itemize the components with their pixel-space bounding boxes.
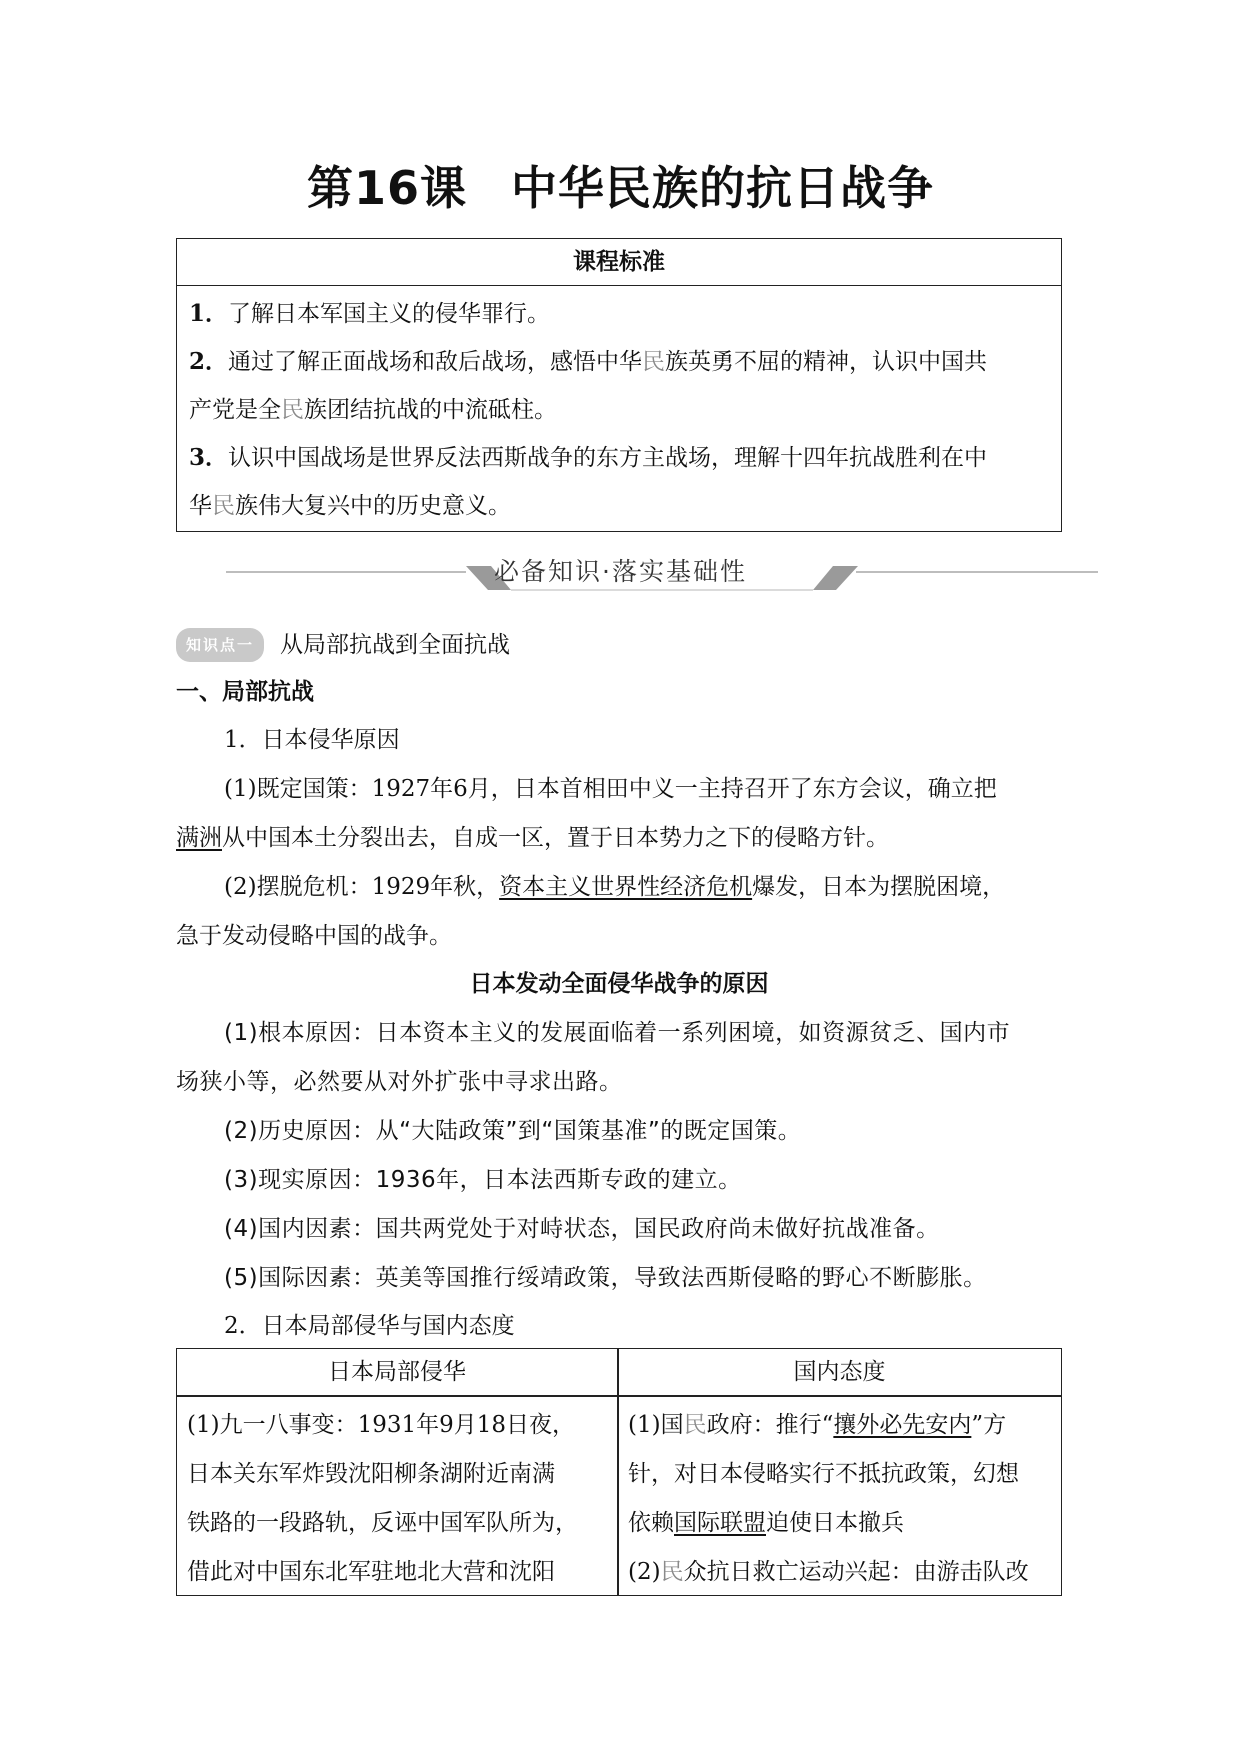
item-1-paragraph-2-line-1: (2)摆脱危机：1929年秋，资本主义世界性经济危机爆发，日本为摆脱困境，: [224, 874, 1006, 900]
standard-item-3-line-2: 华民族伟大复兴中的历史意义。: [189, 493, 511, 519]
course-standard-heading: 课程标准: [177, 239, 1061, 286]
table-right-line-1: (1)国民政府：推行“攘外必先安内”方: [628, 1412, 1007, 1438]
table-cell-attitude: [628, 1401, 1054, 1597]
standard-item-3-line-1: 3．认识中国战场是世界反法西斯战争的东方主战场，理解十四年抗战胜利在中: [189, 444, 988, 471]
lesson-number: 第16课: [306, 161, 467, 215]
table-left-line: 借此对中国东北军驻地北大营和沈阳: [187, 1559, 555, 1585]
reason-1-line-2: 场狭小等，必然要从对外扩张中寻求出路。: [176, 1069, 623, 1095]
underlined-term-economic-crisis: 资本主义世界性经济危机: [499, 874, 753, 900]
section-banner-text: 必备知识·落实基础性: [494, 557, 747, 586]
reason-4: (4)国内因素：国共两党处于对峙状态，国民政府尚未做好抗战准备。: [224, 1216, 940, 1242]
item-2-heading: 2．日本局部侵华与国内态度: [224, 1313, 515, 1339]
reason-1-line-1: (1)根本原因：日本资本主义的发展面临着一系列困境，如资源贫乏、国内市: [224, 1020, 1011, 1046]
underlined-term-league-of-nations: 国际联盟: [674, 1510, 766, 1536]
standard-item-2-line-1: 2．通过了解正面战场和敌后战场，感悟中华民族英勇不屈的精神，认识中国共: [189, 348, 988, 375]
table-right-line-3: 依赖国际联盟迫使日本撤兵: [628, 1510, 904, 1536]
section-heading-local-war: 一、局部抗战: [176, 679, 314, 705]
standard-item-2-line-2: 产党是全民族团结抗战的中流砥柱。: [189, 397, 557, 423]
table-right-line-2: 针，对日本侵略实行不抵抗政策，幻想: [628, 1461, 1019, 1487]
reason-3: (3)现实原因：1936年，日本法西斯专政的建立。: [224, 1167, 742, 1193]
knowledge-point-badge: 知识点一: [176, 628, 264, 662]
table-header-divider: [177, 1395, 1061, 1397]
item-1-paragraph-1-line-1: (1)既定国策：1927年6月，日本首相田中义一主持召开了东方会议，确立把: [224, 776, 997, 802]
reasons-title: 日本发动全面侵华战争的原因: [469, 971, 769, 997]
reason-2: (2)历史原因：从“大陆政策”到“国策基准”的既定国策。: [224, 1118, 802, 1144]
course-standard-box: [176, 238, 1062, 532]
invasion-attitude-table: [176, 1348, 1062, 1596]
table-left-line: 铁路的一段路轨，反诬中国军队所为，: [187, 1510, 578, 1536]
item-1-paragraph-1-line-2: 满洲从中国本土分裂出去，自成一区，置于日本势力之下的侵略方针。: [176, 825, 889, 851]
knowledge-point-title: 从局部抗战到全面抗战: [280, 632, 511, 658]
item-1-paragraph-2-line-2: 急于发动侵略中国的战争。: [176, 923, 452, 949]
table-left-line: 日本关东军炸毁沈阳柳条湖附近南满: [187, 1461, 555, 1487]
underlined-term-manchuria: 满洲: [176, 825, 222, 851]
lesson-name: 中华民族的抗日战争: [511, 161, 934, 215]
page-title: [0, 152, 1241, 218]
knowledge-point-heading: [176, 628, 1062, 662]
underlined-term-policy: 攘外必先安内: [833, 1412, 972, 1438]
table-left-line: (1)九一八事变：1931年9月18日夜，: [187, 1412, 576, 1438]
standard-item-1: 1．了解日本军国主义的侵华罪行。: [189, 300, 551, 327]
course-standard-body: [177, 286, 1061, 530]
reason-5: (5)国际因素：英美等国推行绥靖政策，导致法西斯侵略的野心不断膨胀。: [224, 1265, 987, 1291]
table-header-attitude: 国内态度: [793, 1359, 886, 1385]
table-right-line-4: (2)民众抗日救亡运动兴起：由游击队改: [628, 1559, 1029, 1585]
item-1-heading: 1．日本侵华原因: [224, 727, 400, 753]
table-header-invasion: 日本局部侵华: [328, 1359, 466, 1385]
table-cell-invasion: [187, 1401, 613, 1597]
